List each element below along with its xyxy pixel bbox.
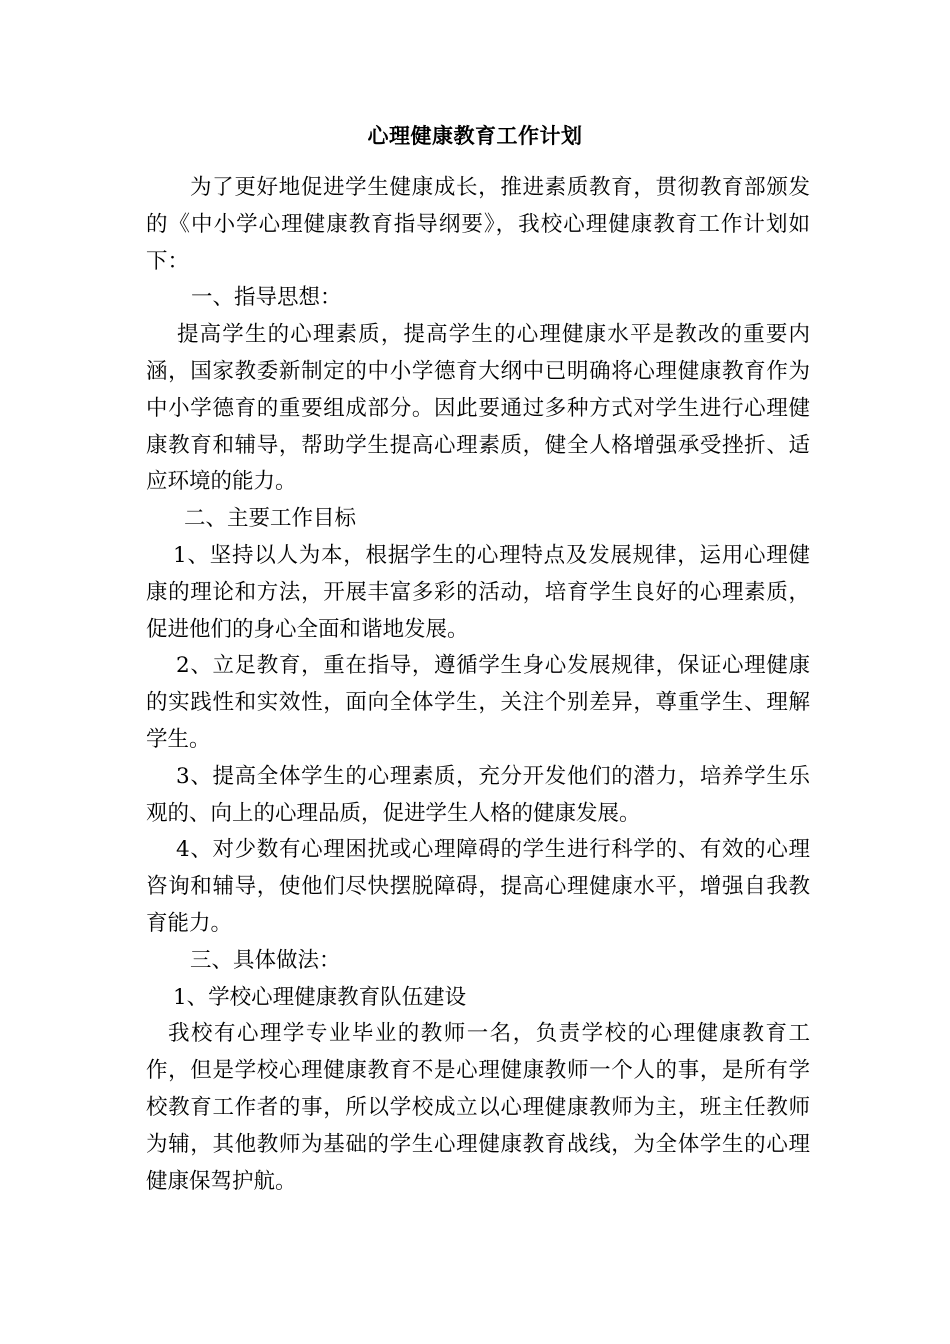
practice-subheading-1: 1、学校心理健康教育队伍建设 <box>173 984 467 1010</box>
section-heading-main-goals: 二、主要工作目标 <box>184 506 357 532</box>
goal-item-1: 1、坚持以人为本，根据学生的心理特点及发展规律，运用心理健康的理论和方法，开展丰富多彩的活动，培育学生良好的心理素质，促进他们的身心全面和谐地发展。 <box>146 542 810 642</box>
goal-item-3: 3、提高全体学生的心理素质，充分开发他们的潜力，培养学生乐观的、向上的心理品质，促进学生人格的健康发展。 <box>146 763 810 826</box>
practice-paragraph-1: 我校有心理学专业毕业的教师一名，负责学校的心理健康教育工作，但是学校心理健康教育不是心理健康教师一个人的事，是所有学校教育工作者的事，所以学校成立以心理健康教师为主，班主任教师为辅，其他教师为基础的学生心理健康教育战线，为全体学生的心理健康保驾护航。 <box>146 1021 810 1194</box>
guiding-thought-paragraph: 提高学生的心理素质，提高学生的心理健康水平是教改的重要内涵，国家教委新制定的中小学德育大纲中已明确将心理健康教育作为中小学德育的重要组成部分。因此要通过多种方式对学生进行心理健康教育和辅导，帮助学生提高心理素质，健全人格增强承受挫折、适应环境的能力。 <box>146 322 810 495</box>
goal-item-2: 2、立足教育，重在指导，遵循学生身心发展规律，保证心理健康的实践性和实效性，面向全体学生，关注个别差异，尊重学生、理解学生。 <box>146 653 810 752</box>
intro-paragraph: 为了更好地促进学生健康成长，推进素质教育，贯彻教育部颁发的《中小学心理健康教育指导纲要》，我校心理健康教育工作计划如下： <box>146 175 810 274</box>
document-body <box>146 170 810 1200</box>
section-heading-practices: 三、具体做法： <box>190 947 341 973</box>
document-title: 心理健康教育工作计划 <box>367 123 583 148</box>
section-heading-guiding-thought: 一、指导思想： <box>191 285 342 311</box>
goal-item-4: 4、对少数有心理困扰或心理障碍的学生进行科学的、有效的心理咨询和辅导，使他们尽快摆脱障碍，提高心理健康水平，增强自我教育能力。 <box>146 837 810 936</box>
